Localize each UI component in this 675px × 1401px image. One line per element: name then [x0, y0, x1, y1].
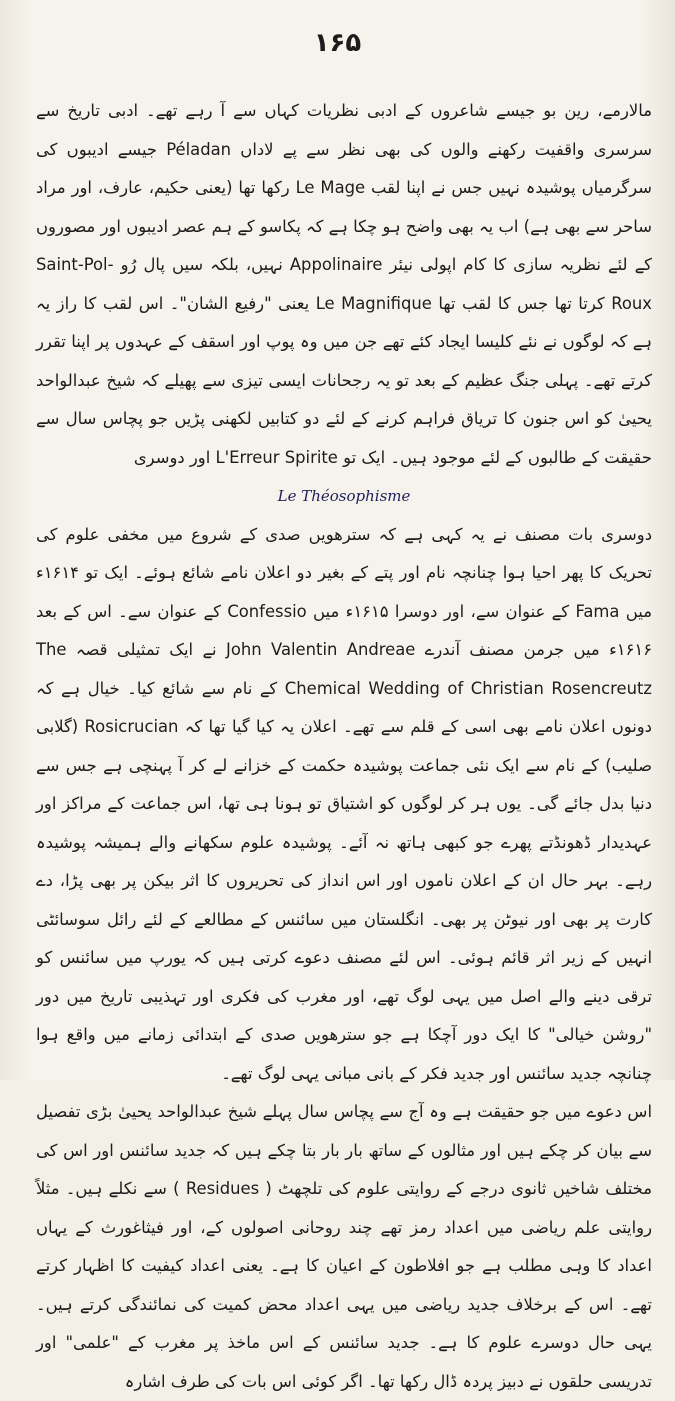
page-body	[36, 92, 652, 1401]
text-line: دوسری بات مصنف نے یہ کہی ہے کہ سترھویں صدی کے شروع میں مخفی علوم کی تحریک کا پھر احیا ہوا چنانچہ نام اور	[36, 524, 652, 582]
text-line: خزانے لے کر آ پہنچی ہے جس سے دنیا بدل جائے گی۔ یوں ہر کر لوگوں کو اشتیاق تو ہونا ہی تھا، اس جماعت کے مراکز	[36, 755, 652, 813]
text-line: پچاس سال سے حقیقت کے طالبوں کے لئے موجود ہیں۔ ایک تو L'Erreur Spirite اور دوسری	[36, 409, 652, 467]
text-line: ( Residues ) سے نکلے ہیں۔ مثلاً روایتی علم ریاضی میں اعداد رمز تھے چند روحانی اصولوں کے، اور	[36, 1179, 652, 1237]
text-line: Rosencreutz کے نام سے شائع کیا۔ خیال ہے کہ دونوں اعلان نامے بھی اسی کے قلم سے تھے۔	[36, 678, 653, 736]
text-line: سترھویں صدی کے ابتدائی زمانے میں واقع ہوا چنانچہ جدید سائنس اور جدید فکر کے بانی مبانی یہی لوگ تھے۔	[36, 1025, 652, 1083]
text-line: رجحانات ایسی تیزی سے پھیلے کہ شیخ عبدالواحد یحییٰ کو اس جنون کا تریاق فراہم کرنے کے لئے دو کتابیں لکھنی پڑیں جو	[36, 370, 652, 428]
text-line: دینے والے اصل میں یہی لوگ تھے، اور مغرب کی فکری اور تہذیبی تاریخ میں دور "روشن خیالی" کا ایک دور آچکا ہے جو	[36, 986, 652, 1044]
text-line: مثالوں کے ساتھ بار بار بتا چکے ہیں کہ جدید سائنس اور اس کی مختلف شاخیں ثانوی درجے کے روایتی علوم کی تلچھٹ	[36, 1140, 653, 1198]
text-line: کلیسا ایجاد کئے تھے جن میں وہ پوپ اور اسقف کے عہدوں پر اپنا تقرر کرتے تھے۔ پہلی جنگ عظیم کے بعد تو یہ	[36, 332, 653, 390]
text-line: پتے کے بغیر دو اعلان نامے شائع ہوئے۔ ایک تو ۱۶۱۴ء میں Fama کے عنوان سے، اور دوسرا ۱۶۱۵ء	[36, 563, 652, 621]
text-line: فیثاغورث کے یہاں اعداد کا وہی مطلب ہے جو افلاطون کے اعیان کا ہے۔ یعنی اعداد کیفیت کا اظہار کرتے تھے۔	[36, 1217, 652, 1314]
page-number: ۱۶۵	[313, 28, 362, 58]
text-line: اعلان یہ کیا گیا تھا کہ Rosicrucian (گلابی صلیب) کے نام سے ایک نئی جماعت پوشیدہ حکمت کے	[36, 717, 652, 775]
text-line: اور عہدیدار ڈھونڈتے پھرے جو کبھی ہاتھ نہ آئے۔ پوشیدہ علوم سکھانے والے ہمیشہ پوشیدہ رہے۔ بہر حال ان کے	[36, 794, 652, 890]
text-line: اعلان ناموں اور اس انداز کی تحریروں کا اثر بیکن پر بھی پڑا، دے کارت پر بھی اور نیوٹن پر بھی۔ انگلستان میں سائنس کے	[36, 871, 653, 929]
text-line: کے اس ماخذ پر مغرب کے "علمی" اور تدریسی حلقوں نے دبیز پردہ ڈال رکھا تھا۔ اگر کوئی اس بات کی طرف اشارہ	[36, 1333, 652, 1391]
book-title: Le Théosophisme	[277, 487, 411, 505]
text-line: اس دعوے میں جو حقیقت ہے وہ آج سے پچاس سال پہلے شیخ عبدالواحد یحییٰ بڑی تفصیل سے بیان کر چکے ہیں اور	[36, 1102, 652, 1160]
paragraph-3	[36, 1093, 652, 1401]
text-line: میں Confessio کے عنوان سے۔ اس کے بعد ۱۶۱۶ء میں جرمن مصنف آندرے John Valentin	[36, 601, 652, 659]
text-line: مالارمے، رین بو جیسے شاعروں کے ادبی نظریات کہاں سے آ رہے تھے۔ ادبی تاریخ سے سرسری واقفیت رکھنے والوں	[36, 101, 653, 159]
text-line: رکھا تھا (یعنی حکیم، عارف، اور مراد ساحر سے بھی ہے) اب یہ بھی واضح ہو چکا ہے کہ پکاسو کے ہم عصر ادیبوں اور	[36, 178, 653, 236]
text-line: مصوروں کے لئے نظریہ سازی کا کام اپولی نیئر Appolinaire نہیں، بلکہ سیں پال رُو Saint-Pol-Roux	[36, 216, 652, 313]
book-title-line	[36, 477, 652, 516]
text-line: Andreae نے ایک تمثیلی قصہ The Chemical Wedding of Christian	[36, 640, 544, 698]
text-line: کی بھی نظر سے پے لاداں Péladan جیسے ادیبوں کی سرگرمیاں پوشیدہ نہیں جس نے اپنا لقب Le Mage	[36, 139, 652, 197]
paragraph-1	[36, 92, 652, 477]
text-line: اس کے برخلاف جدید ریاضی میں یہی اعداد محض کمیت کی نمائندگی کرتے ہیں۔ یہی حال دوسرے علوم کا ہے۔ جدید سائنس	[36, 1294, 652, 1352]
paragraph-2	[36, 516, 652, 1094]
text-line: کرتا تھا جس کا لقب تھا Le Magnifique یعنی "رفیع الشان"۔ اس لقب کا راز یہ ہے کہ لوگوں نے نئے	[36, 293, 652, 351]
text-line: مطالعے کے لئے رائل سوسائٹی انہیں کے زیر اثر قائم ہوئی۔ اس لئے مصنف دعوے کرتی ہیں کہ یورپ میں سائنس کو ترقی	[36, 909, 652, 1006]
